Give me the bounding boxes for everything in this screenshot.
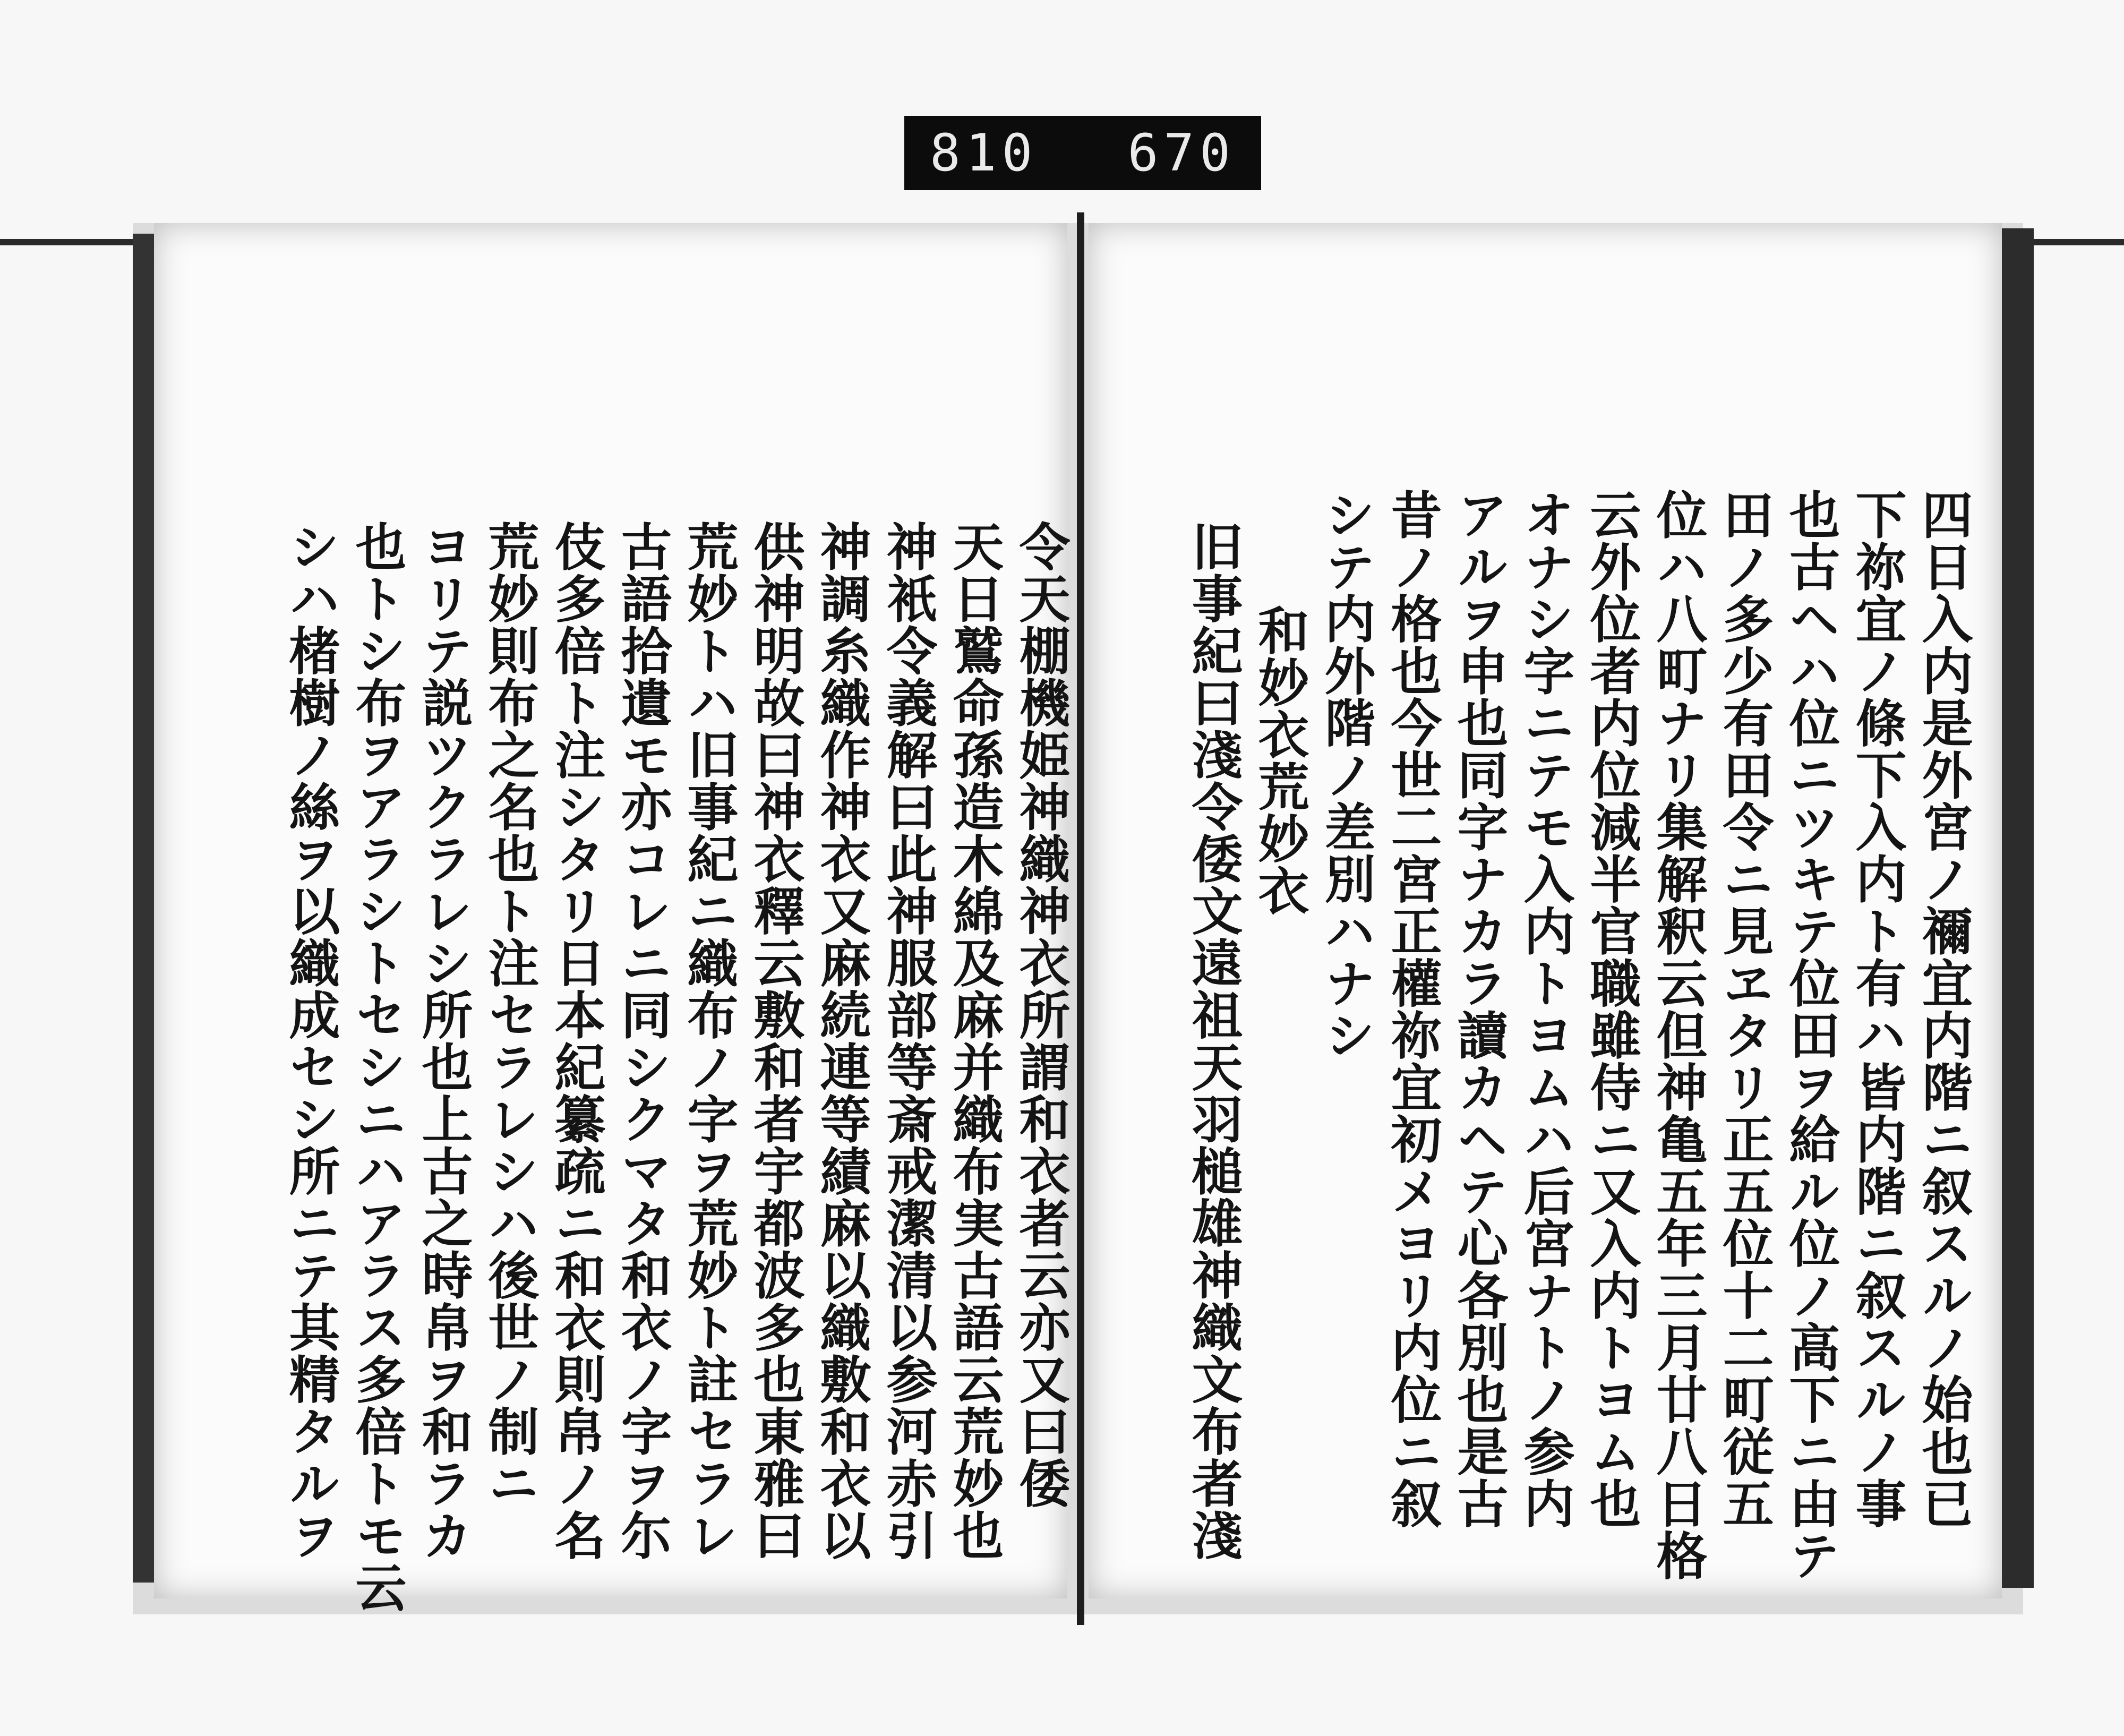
right-page — [1089, 223, 2002, 1598]
left-page — [154, 223, 1071, 1613]
left-col-3: 神衹令義解曰此神服部等斎戒潔清以参河赤引 — [878, 520, 938, 1561]
right-col-11-heading: 和妙衣荒妙衣 — [1250, 552, 1310, 917]
left-col-2: 天日鷲命孫造木綿及麻并織布実古語云荒妙也 — [945, 520, 1005, 1561]
right-col-3: 也古ヘハ位ニツキテ位田ヲ給ル位ノ高下ニ由テ — [1781, 489, 1841, 1581]
left-col-8: 伎多倍ト注シタリ日本紀纂疏ニ和衣則帛ノ名 — [546, 520, 606, 1561]
right-col-8: アルヲ申也同字ナカラ讀カヘテ心各別也是古 — [1449, 489, 1509, 1529]
right-col-7: オナシ字ニテモ入内トヨムハ后宮ナトノ参内 — [1515, 489, 1575, 1529]
book-spine — [1077, 212, 1084, 1625]
frame-number-right: 670 — [1127, 123, 1236, 183]
frame-label — [904, 116, 1261, 190]
left-col-5: 供神明故曰神衣釋云敷和者宇都波多也東雅曰 — [746, 520, 806, 1561]
right-col-1: 四日入内是外宮ノ禰宜内階ニ叙スルノ始也已 — [1914, 489, 1974, 1529]
left-col-4: 神調糸織作神衣又麻続連等績麻以織敷和衣以 — [812, 520, 872, 1561]
scan-rule-right — [2018, 239, 2124, 245]
right-col-2: 下祢宜ノ條下入内ト有ハ皆内階ニ叙スルノ事 — [1847, 489, 1907, 1529]
left-col-1: 令天棚機姫神織神衣所謂和衣者云亦又曰倭 — [1011, 520, 1071, 1509]
right-col-9: 昔ノ格也今世二宮正權祢宜初メヨリ内位ニ叙 — [1383, 489, 1443, 1529]
open-book — [133, 223, 2023, 1614]
left-col-6: 荒妙トハ旧事紀ニ織布ノ字ヲ荒妙ト註セラレ — [679, 520, 739, 1561]
left-col-12: シハ楮樹ノ絲ヲ以織成セシ所ニテ其精タルヲ — [281, 520, 341, 1561]
right-col-5: 位ハ八町ナリ集解釈云但神亀五年三月廿八日格 — [1648, 489, 1708, 1581]
right-col-4: 田ノ多少有田令ニ見ヱタリ正五位十二町従五 — [1715, 489, 1775, 1529]
book-edge-left — [133, 234, 154, 1583]
frame-number-left: 810 — [930, 123, 1038, 183]
left-col-7: 古語拾遺モ亦コレニ同シクマタ和衣ノ字ヲ尓 — [613, 520, 673, 1561]
left-col-10: ヨリテ説ツクラレシ所也上古之時帛ヲ和ラカ — [414, 520, 474, 1561]
right-col-10: シテ内外階ノ差別ハナシ — [1316, 489, 1376, 1061]
scan-rule-left — [0, 239, 133, 245]
right-col-6: 云外位者内位減半官職雖侍ニ又入内トヨム也 — [1582, 489, 1642, 1529]
book-edge-right — [2002, 228, 2034, 1588]
left-col-9: 荒妙則布之名也ト注セラレシハ後世ノ制ニ — [480, 520, 540, 1509]
left-col-11: 也トシ布ヲアラシトセシニハアラス多倍トモ云 — [347, 520, 407, 1613]
right-col-12: 旧事紀曰淺令倭文遠祖天羽槌雄神織文布者淺 — [1184, 520, 1244, 1561]
